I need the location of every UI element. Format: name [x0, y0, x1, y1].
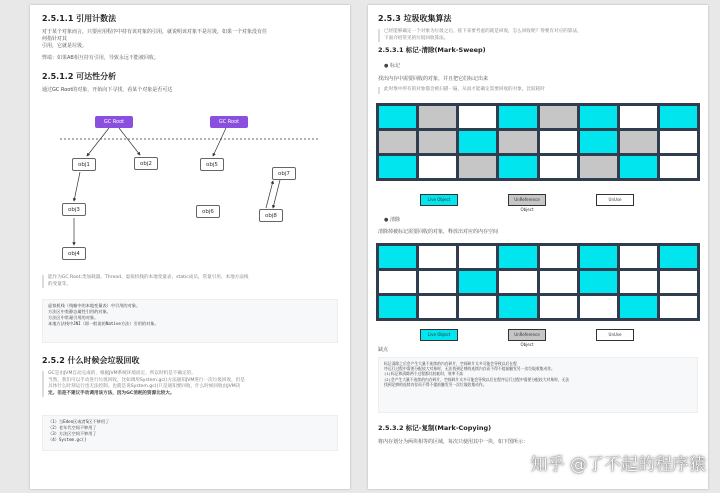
section-title-reference-counting: 2.5.1.1 引用计数法 — [42, 14, 117, 23]
quote-line: GC是由JVM自动完成的，根据JVM系统环境而定，所以时机是不确定的。 — [48, 371, 196, 376]
watermark: 知乎 @了不起的程序猿 — [530, 455, 706, 475]
legend-unreference-object: UnReference Object — [508, 329, 546, 341]
heap-cell — [499, 106, 536, 128]
heap-cell — [580, 271, 617, 293]
legend-unuse: UnUse — [596, 194, 634, 206]
code-line: 方法区中常量引用的对象。 — [48, 315, 99, 320]
mark-bullet: ● 标记 — [384, 63, 400, 69]
heap-cell — [459, 271, 496, 293]
code-line: 虚拟机栈（栈帧中的本地变量表）中引用的对象。 — [48, 303, 141, 308]
heap-cell — [379, 106, 416, 128]
heap-cell — [580, 156, 617, 178]
body-line: 引用，它就是垃圾。 — [42, 43, 88, 49]
object-node: obj2 — [134, 157, 158, 170]
object-node: obj7 — [272, 167, 296, 180]
heap-cell — [620, 296, 657, 318]
heap-cell — [580, 106, 617, 128]
quote-line: 的变量等。 — [48, 281, 71, 287]
quote-line: 当然，我们可以手动进行垃圾回收，比如调用System.gc()方法通知JVM进行一次垃圾回收，但是 — [48, 377, 245, 383]
code-line: (1)标记和清除两个过程都比较耗时，效率不高 — [384, 371, 463, 377]
disadvantage-code-block — [378, 357, 698, 413]
heap-cell — [379, 296, 416, 318]
body-line: 何指针对其 — [42, 36, 68, 42]
right-document-page — [368, 5, 708, 489]
section-title-gc-algorithms: 2.5.3 垃圾收集算法 — [378, 14, 452, 23]
gc-root-node: GC Root — [95, 116, 133, 128]
heap-cell — [379, 131, 416, 153]
section-title-reachability: 2.5.1.2 可达性分析 — [42, 72, 117, 81]
heap-cell — [459, 106, 496, 128]
gc-algorithms-quote — [378, 29, 700, 42]
heap-grid-before-sweep — [376, 103, 700, 181]
heap-cell — [419, 296, 456, 318]
heap-cell — [540, 246, 577, 268]
heap-cell — [419, 271, 456, 293]
heap-cell — [620, 271, 657, 293]
quote-line: 已经能够确定一个对象为垃圾之后，接下来要考虑的就是回收，怎么回收呢？得要有对应的算法， — [384, 29, 582, 34]
heap-cell — [620, 106, 657, 128]
code-line: 方法区中类静态属性引用的对象。 — [48, 309, 111, 314]
quote-line: 定。但是不建议手动调用该方法，因为GC消耗的资源比较大。 — [48, 390, 175, 396]
object-node: obj4 — [62, 247, 86, 260]
heap-cell — [499, 271, 536, 293]
section-title-mark-copying: 2.5.3.2 标记-复制(Mark-Copying) — [378, 424, 492, 432]
code-line: (2)会产生大量不连续的内存碎片，空间碎片太多可能会导致以后在程序运行过程中需要分配较大对象时，无法 — [384, 376, 570, 382]
mark-bullet-label: 标记 — [389, 63, 400, 69]
section-title-when-gc: 2.5.2 什么时候会垃圾回收 — [42, 356, 140, 365]
heap-grid-after-sweep — [376, 243, 700, 321]
legend-live-object: Live Object — [420, 194, 458, 206]
object-node: obj3 — [62, 203, 86, 216]
gc-root-node: GC Root — [210, 116, 248, 128]
quote-line: 具体什么时刻运行也无法控制。也就是说System.gc()只是通知要回收，什么时候回收由JVM决 — [48, 384, 241, 389]
reachability-body: 通过GC Root的对象，开始向下寻找，看某个对象是否可达 — [42, 87, 173, 93]
heap-cell — [660, 131, 697, 153]
body-line: 对于某个对象而言，只要应用程序中持有该对象的引用，就说明该对象不是垃圾，如果一个对象没有任 — [42, 29, 268, 35]
heap-cell — [499, 131, 536, 153]
heap-cell — [620, 156, 657, 178]
legend-unreference-object: UnReference Object — [508, 194, 546, 206]
heap-cell — [620, 246, 657, 268]
sweep-bullet-label: 清除 — [389, 217, 400, 223]
gc-trigger-code-block — [42, 415, 338, 451]
mark-quote: 此时堆中所有的对象都会被扫描一遍，从而才能确定需要回收的对象，比较耗时 — [378, 87, 700, 94]
heap-cell — [419, 106, 456, 128]
code-line: 序运行过程中需要分配较大对象时，无法找到足够的连续内存而不得不提前触发另一次垃圾收集动作。 — [384, 366, 555, 372]
heap-cell — [459, 131, 496, 153]
reference-counting-note: 弊端：如果AB相互持有引用，导致永远不能被回收。 — [42, 55, 159, 61]
heap-cell — [580, 131, 617, 153]
heap-cell — [419, 246, 456, 268]
object-node: obj6 — [196, 205, 220, 218]
heap-cell — [499, 296, 536, 318]
heap-cell — [620, 131, 657, 153]
object-node: obj8 — [259, 209, 283, 222]
quote-line: 能作为GC Root:类加载器、Thread、虚拟机栈的本地变量表、static成员、常量引用、本地方法栈 — [48, 275, 249, 280]
code-line: 标记清除之后会产生大量不连续的内存碎片，空间碎片太多可能会导致以后在程 — [384, 361, 517, 366]
heap-cell — [459, 156, 496, 178]
heap-cell — [660, 296, 697, 318]
heap-cell — [580, 296, 617, 318]
sweep-bullet: ● 清除 — [384, 217, 400, 223]
section-title-mark-sweep: 2.5.3.1 标记-清除(Mark-Sweep) — [378, 46, 486, 54]
gc-root-quote — [42, 275, 338, 288]
quote-line: 下面介绍常见的垃圾回收算法。 — [384, 35, 449, 41]
heap-cell — [419, 156, 456, 178]
heap-cell — [540, 296, 577, 318]
heap-cell — [540, 106, 577, 128]
object-node: obj1 — [72, 158, 96, 171]
code-line: 找到足够的连续内存而不得不提前触发另一次垃圾收集动作。 — [384, 381, 487, 387]
heap-cell — [419, 131, 456, 153]
legend-live-object: Live Object — [420, 329, 458, 341]
mark-copying-body: 将内存划分为两块相等的区域，每次只使用其中一块，如下图所示： — [378, 439, 529, 445]
disadvantage-label: 缺点 — [378, 347, 389, 353]
heap-cell — [660, 271, 697, 293]
heap-cell — [499, 246, 536, 268]
heap-cell — [660, 246, 697, 268]
heap-cell — [459, 296, 496, 318]
heap-cell — [379, 271, 416, 293]
when-gc-quote — [42, 371, 338, 397]
code-line: 本地方法栈中JNI（即一般说的Native方法）引用的对象。 — [48, 321, 159, 326]
heap-cell — [660, 106, 697, 128]
object-node: obj5 — [200, 158, 224, 171]
heap-cell — [379, 156, 416, 178]
sweep-body: 清除掉被标记需要回收的对象，释放出对应的内存空间 — [378, 229, 499, 235]
heap-cell — [499, 156, 536, 178]
heap-cell — [540, 271, 577, 293]
legend-unuse: UnUse — [596, 329, 634, 341]
heap-cell — [540, 156, 577, 178]
gc-root-code-block — [42, 299, 338, 343]
code-line: （3）方法区空间不够用了 — [48, 431, 97, 436]
code-line: （4）System.gc() — [48, 437, 87, 442]
heap-cell — [580, 246, 617, 268]
left-document-page — [30, 5, 350, 489]
heap-cell — [540, 131, 577, 153]
heap-cell — [379, 246, 416, 268]
heap-cell — [459, 246, 496, 268]
heap-cell — [660, 156, 697, 178]
mark-body: 找出内存中需要回收的对象，并且把它们标记出来 — [378, 76, 489, 82]
code-line: （1）当Eden区或者S区不够用了 — [48, 419, 110, 424]
code-line: （2）老年代空间不够用了 — [48, 425, 97, 430]
